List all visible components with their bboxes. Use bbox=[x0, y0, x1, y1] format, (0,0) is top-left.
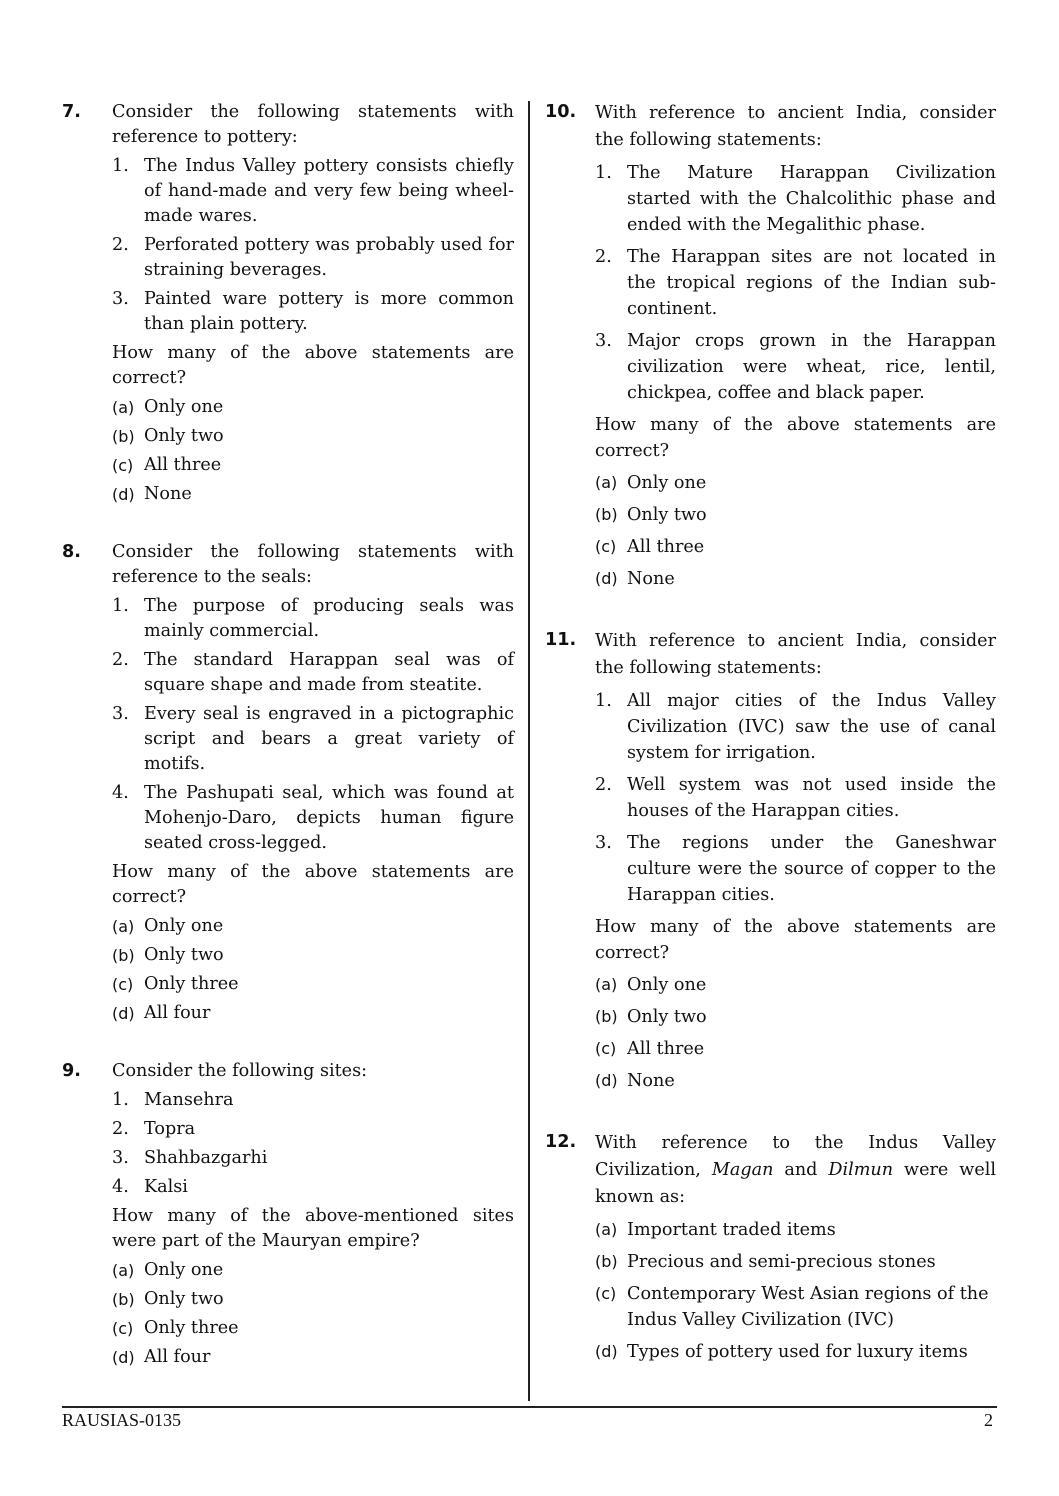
option-text: Only one bbox=[144, 916, 224, 936]
option-letter: (c) bbox=[112, 975, 134, 994]
option-text: Only two bbox=[627, 505, 707, 525]
question-9 bbox=[62, 1059, 514, 1370]
statement bbox=[112, 287, 514, 337]
statement bbox=[595, 772, 996, 824]
question-number: 8. bbox=[62, 542, 81, 562]
statement-text: The Pashupati seal, which was found at Mohenjo-Daro, depicts human figure seated cross-legged. bbox=[144, 783, 514, 853]
stem-term-dilmun: Dilmun bbox=[828, 1160, 894, 1180]
column-divider bbox=[528, 101, 530, 1401]
option-text: Only two bbox=[627, 1007, 707, 1027]
option-a bbox=[112, 1258, 514, 1283]
statement bbox=[112, 1088, 514, 1113]
option-text: All three bbox=[627, 537, 705, 557]
option-c bbox=[595, 1281, 996, 1333]
option-letter: (a) bbox=[595, 975, 618, 994]
option-d bbox=[112, 1001, 514, 1026]
option-c bbox=[595, 1036, 996, 1062]
footer-code: RAUSIAS-0135 bbox=[62, 1410, 182, 1430]
question-number: 12. bbox=[545, 1132, 577, 1152]
option-text: None bbox=[627, 1071, 675, 1091]
question-number: 10. bbox=[545, 102, 577, 122]
option-letter: (a) bbox=[595, 473, 618, 492]
option-b bbox=[112, 1287, 514, 1312]
question-line: How many of the above statements are correct? bbox=[595, 917, 996, 963]
question-line: How many of the above statements are correct? bbox=[595, 415, 996, 461]
option-letter: (c) bbox=[595, 1284, 617, 1303]
option-letter: (a) bbox=[595, 1220, 618, 1239]
question-stem: With reference to ancient India, consider the following statements: bbox=[595, 631, 996, 678]
option-text: All four bbox=[144, 1003, 211, 1023]
option-letter: (a) bbox=[112, 1261, 135, 1280]
statement-number: 2. bbox=[112, 650, 129, 670]
option-letter: (c) bbox=[112, 456, 134, 475]
question-11 bbox=[545, 628, 996, 1094]
statement bbox=[595, 244, 996, 322]
statement bbox=[112, 1175, 514, 1200]
statement bbox=[595, 830, 996, 908]
option-b bbox=[595, 1249, 996, 1275]
option-letter: (c) bbox=[595, 537, 617, 556]
option-text: Only one bbox=[144, 1260, 224, 1280]
right-column bbox=[545, 100, 996, 1401]
statement bbox=[112, 1117, 514, 1142]
statement-text: Topra bbox=[144, 1119, 196, 1139]
option-d bbox=[595, 1068, 996, 1094]
option-letter: (b) bbox=[112, 946, 135, 965]
option-c bbox=[112, 453, 514, 478]
statement-number: 4. bbox=[112, 1177, 129, 1197]
option-text: All three bbox=[627, 1039, 705, 1059]
option-letter: (d) bbox=[595, 569, 618, 588]
option-letter: (c) bbox=[112, 1319, 134, 1338]
question-stem: With reference to ancient India, consider the following statements: bbox=[595, 103, 996, 150]
option-a bbox=[595, 470, 996, 496]
option-text: All four bbox=[144, 1347, 211, 1367]
option-c bbox=[112, 972, 514, 997]
option-text: Only one bbox=[627, 473, 707, 493]
option-text: Only three bbox=[144, 1318, 239, 1338]
option-a bbox=[595, 1217, 996, 1243]
option-b bbox=[112, 424, 514, 449]
left-column bbox=[62, 100, 514, 1403]
statement-number: 2. bbox=[112, 235, 129, 255]
statement-number: 1. bbox=[112, 1090, 129, 1110]
question-10 bbox=[545, 100, 996, 592]
statement-text: The Harappan sites are not located in the tropical regions of the Indian sub-continent. bbox=[627, 247, 996, 319]
option-text: Types of pottery used for luxury items bbox=[627, 1342, 968, 1362]
question-stem bbox=[595, 1130, 996, 1211]
page-number: 2 bbox=[984, 1410, 993, 1430]
stem-term-magan: Magan bbox=[711, 1160, 774, 1180]
option-letter: (b) bbox=[112, 1290, 135, 1309]
option-text: Only one bbox=[144, 397, 224, 417]
option-text: Contemporary West Asian regions of the Indus Valley Civilization (IVC) bbox=[627, 1284, 989, 1330]
statement bbox=[112, 154, 514, 229]
option-letter: (a) bbox=[112, 917, 135, 936]
statement-number: 2. bbox=[112, 1119, 129, 1139]
option-letter: (a) bbox=[112, 398, 135, 417]
statement-number: 1. bbox=[595, 691, 612, 711]
statement-text: Every seal is engraved in a pictographic script and bears a great variety of motifs. bbox=[144, 704, 514, 774]
option-d bbox=[595, 1339, 996, 1365]
statement-number: 3. bbox=[112, 289, 129, 309]
option-letter: (d) bbox=[595, 1342, 618, 1361]
statement-number: 1. bbox=[112, 596, 129, 616]
stem-text: were well known as: bbox=[595, 1160, 996, 1207]
option-letter: (d) bbox=[112, 1348, 135, 1367]
option-d bbox=[112, 1345, 514, 1370]
statement bbox=[112, 781, 514, 856]
option-a bbox=[112, 914, 514, 939]
option-text: Only two bbox=[144, 426, 224, 446]
option-letter: (b) bbox=[595, 1252, 618, 1271]
statement-number: 3. bbox=[112, 704, 129, 724]
option-letter: (d) bbox=[112, 485, 135, 504]
option-letter: (d) bbox=[595, 1071, 618, 1090]
statement-text: Kalsi bbox=[144, 1177, 188, 1197]
question-stem: Consider the following sites: bbox=[112, 1061, 368, 1081]
statement-number: 2. bbox=[595, 247, 612, 267]
statement bbox=[595, 160, 996, 238]
question-stem: Consider the following statements with reference to the seals: bbox=[112, 542, 514, 587]
statement-text: Shahbazgarhi bbox=[144, 1148, 268, 1168]
question-line: How many of the above statements are correct? bbox=[112, 862, 514, 907]
statement bbox=[112, 1146, 514, 1171]
statement-text: The Indus Valley pottery consists chiefly of hand-made and very few being wheel-made wares. bbox=[144, 156, 514, 226]
option-d bbox=[112, 482, 514, 507]
option-c bbox=[595, 534, 996, 560]
statement-number: 3. bbox=[595, 833, 612, 853]
statement bbox=[112, 233, 514, 283]
question-number: 11. bbox=[545, 630, 577, 650]
option-b bbox=[112, 943, 514, 968]
option-a bbox=[595, 972, 996, 998]
option-c bbox=[112, 1316, 514, 1341]
statement-text: Painted ware pottery is more common than plain pottery. bbox=[144, 289, 514, 334]
option-b bbox=[595, 502, 996, 528]
option-letter: (b) bbox=[112, 427, 135, 446]
question-12 bbox=[545, 1130, 996, 1365]
option-text: Only one bbox=[627, 975, 707, 995]
statement-text: All major cities of the Indus Valley Civilization (IVC) saw the use of canal system for irrigation. bbox=[627, 691, 996, 763]
question-line: How many of the above-mentioned sites were part of the Mauryan empire? bbox=[112, 1206, 514, 1251]
question-line: How many of the above statements are correct? bbox=[112, 343, 514, 388]
statement bbox=[112, 648, 514, 698]
statement-text: The standard Harappan seal was of square shape and made from steatite. bbox=[144, 650, 514, 695]
option-letter: (b) bbox=[595, 1007, 618, 1026]
option-letter: (d) bbox=[112, 1004, 135, 1023]
statement-text: Major crops grown in the Harappan civilization were wheat, rice, lentil, chickpea, coffee and black paper. bbox=[627, 331, 996, 403]
statement-number: 1. bbox=[595, 163, 612, 183]
stem-text: With reference to the Indus Valley Civilization, bbox=[595, 1133, 996, 1180]
question-number: 7. bbox=[62, 102, 81, 122]
option-b bbox=[595, 1004, 996, 1030]
statement-number: 3. bbox=[595, 331, 612, 351]
option-text: Precious and semi-precious stones bbox=[627, 1252, 936, 1272]
statement-text: Mansehra bbox=[144, 1090, 234, 1110]
statement-number: 2. bbox=[595, 775, 612, 795]
option-a bbox=[112, 395, 514, 420]
question-stem: Consider the following statements with reference to pottery: bbox=[112, 102, 514, 147]
statement-text: The regions under the Ganeshwar culture were the source of copper to the Harappan cities. bbox=[627, 833, 996, 905]
option-text: Important traded items bbox=[627, 1220, 836, 1240]
statement-text: The Mature Harappan Civilization started with the Chalcolithic phase and ended with the Megalithic phase. bbox=[627, 163, 996, 235]
option-text: Only two bbox=[144, 1289, 224, 1309]
statement bbox=[112, 702, 514, 777]
question-number: 9. bbox=[62, 1061, 81, 1081]
option-text: Only two bbox=[144, 945, 224, 965]
statement bbox=[595, 688, 996, 766]
question-8 bbox=[62, 540, 514, 1026]
stem-text: and bbox=[773, 1160, 829, 1180]
question-7 bbox=[62, 100, 514, 507]
statement-text: The purpose of producing seals was mainly commercial. bbox=[144, 596, 514, 641]
option-d bbox=[595, 566, 996, 592]
statement-text: Perforated pottery was probably used for straining beverages. bbox=[144, 235, 514, 280]
option-text: None bbox=[627, 569, 675, 589]
option-text: All three bbox=[144, 455, 222, 475]
option-letter: (c) bbox=[595, 1039, 617, 1058]
statement bbox=[112, 594, 514, 644]
option-text: Only three bbox=[144, 974, 239, 994]
option-letter: (b) bbox=[595, 505, 618, 524]
statement-number: 3. bbox=[112, 1148, 129, 1168]
option-text: None bbox=[144, 484, 192, 504]
footer-rule bbox=[62, 1406, 997, 1408]
statement-text: Well system was not used inside the houses of the Harappan cities. bbox=[627, 775, 996, 821]
statement-number: 4. bbox=[112, 783, 129, 803]
statement-number: 1. bbox=[112, 156, 129, 176]
statement bbox=[595, 328, 996, 406]
